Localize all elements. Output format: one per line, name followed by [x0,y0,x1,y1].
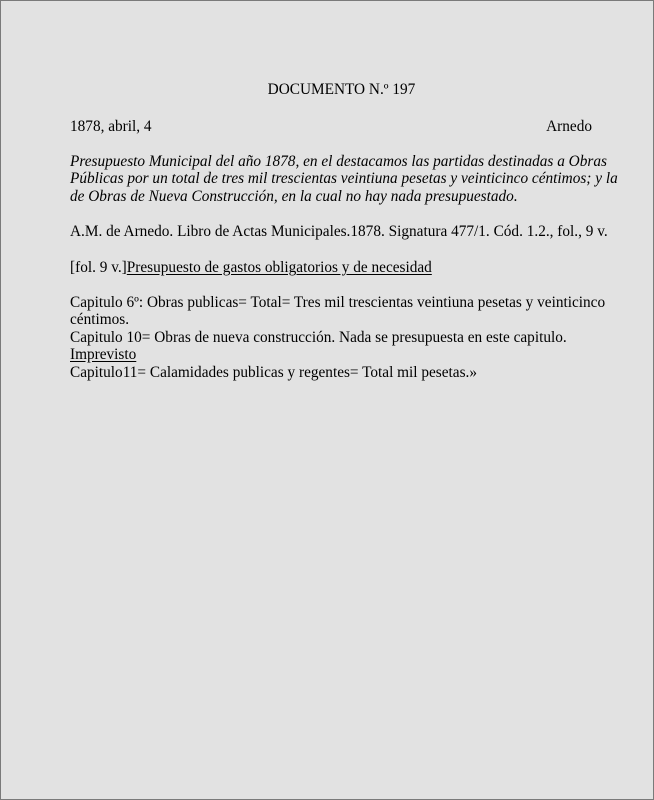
dateline [70,118,592,135]
unforeseen-heading: Imprevisto [70,346,137,364]
budget-line: Capitulo 6º: Obras publicas= Total= Tres mil trescientas veintiuna pesetas y veinticinco céntimos. [70,294,606,329]
budget-heading: Presupuesto de gastos obligatorios y de necesidad [126,259,432,276]
archival-source: A.M. de Arnedo. Libro de Actas Municipales.1878. Signatura 477/1. Cód. 1.2., fol., 9 v. [70,223,608,240]
folio-line [70,259,630,276]
folio-reference: [fol. 9 v.] [70,259,127,276]
budget-body [70,294,626,381]
document-place: Arnedo [546,118,592,135]
document-date: 1878, abril, 4 [70,118,152,135]
document-title: DOCUMENTO N.º 197 [267,81,416,98]
document-summary: Presupuesto Municipal del año 1878, en el destacamos las partidas destinadas a Obras Públicas por un total de tres mil trescientas veintiuna pesetas y veinticinco céntimos; y la de Obras de Nueva Construcción, en la cual no hay nada presupuestado. [70,153,618,205]
budget-line: Capitulo11= Calamidades publicas y regentes= Total mil pesetas.» [70,363,478,381]
budget-line: Capitulo 10= Obras de nueva construcción. Nada se presupuesta en este capitulo. [70,328,567,346]
